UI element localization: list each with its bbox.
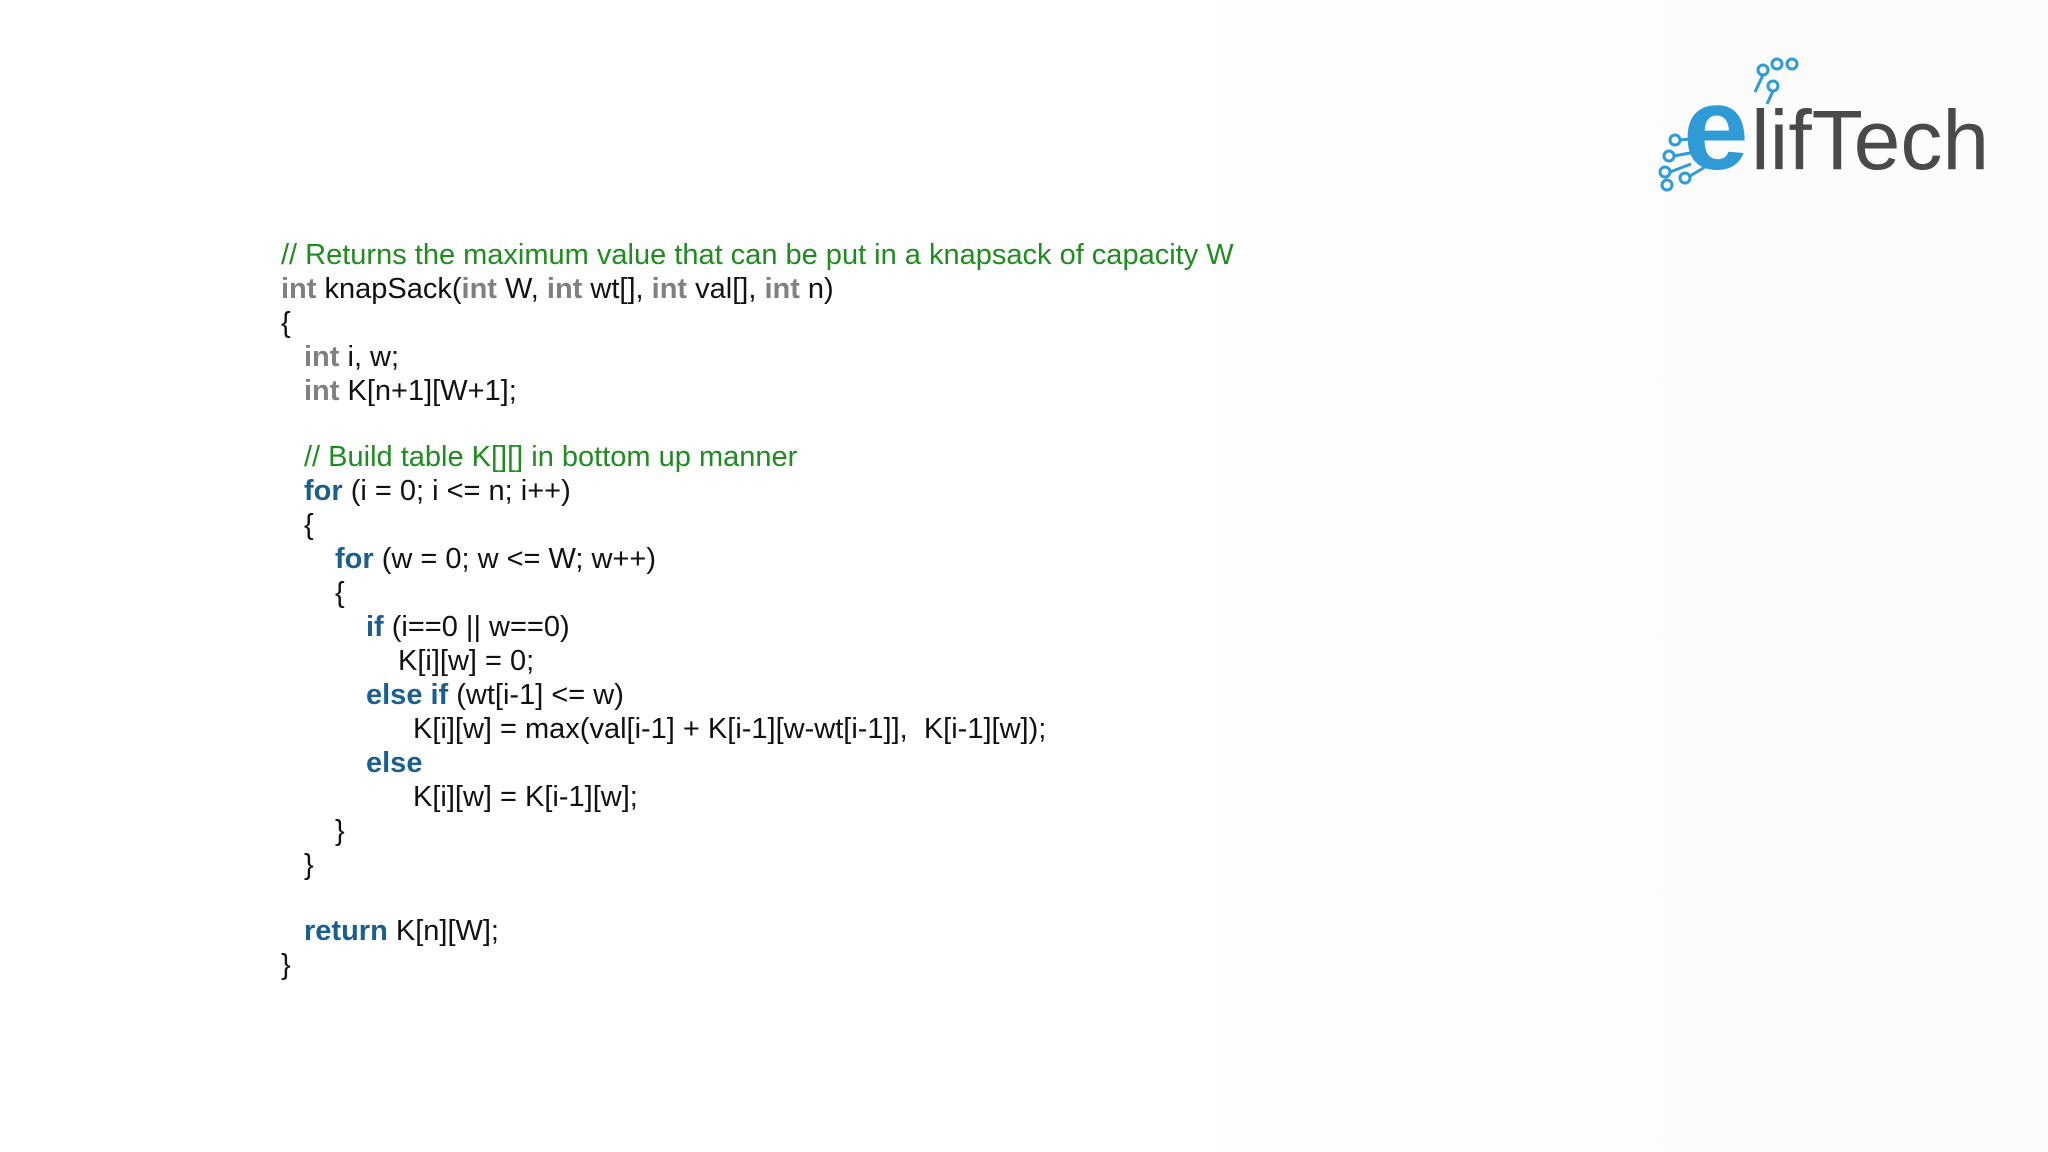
code-text: K[n+1][W+1]; bbox=[339, 375, 517, 407]
code-comment: // Returns the maximum value that can be put in a knapsack of capacity W bbox=[281, 239, 1234, 271]
code-line bbox=[281, 948, 291, 982]
code-line bbox=[304, 508, 314, 542]
type-keyword: int bbox=[281, 273, 317, 305]
code-line bbox=[281, 272, 834, 306]
code-text: wt[], bbox=[582, 273, 652, 305]
control-keyword: for bbox=[335, 543, 374, 575]
code-text: (i==0 || w==0) bbox=[383, 611, 570, 643]
code-line bbox=[366, 746, 422, 780]
type-keyword: int bbox=[764, 273, 800, 305]
eliftech-logo bbox=[1655, 52, 2015, 202]
code-line bbox=[366, 610, 570, 644]
code-text: (w = 0; w <= W; w++) bbox=[373, 543, 656, 575]
code-text: { bbox=[281, 307, 291, 339]
code-text: W, bbox=[496, 273, 547, 305]
code-text: val[], bbox=[687, 273, 765, 305]
code-line bbox=[335, 542, 656, 576]
code-text: { bbox=[304, 509, 314, 541]
code-line bbox=[304, 440, 797, 474]
control-keyword: else if bbox=[366, 679, 449, 711]
code-line bbox=[366, 678, 624, 712]
code-text: (i = 0; i <= n; i++) bbox=[342, 475, 571, 507]
code-text: K[n][W]; bbox=[387, 915, 499, 947]
code-text: K[i][w] = 0; bbox=[398, 645, 535, 677]
code-line bbox=[335, 814, 345, 848]
logo-e: e bbox=[1683, 63, 1749, 195]
code-text: i, w; bbox=[339, 341, 400, 373]
control-keyword: else bbox=[366, 747, 423, 779]
code-line bbox=[398, 644, 534, 678]
type-keyword: int bbox=[651, 273, 688, 305]
code-line bbox=[304, 340, 399, 374]
code-text: K[i][w] = K[i-1][w]; bbox=[413, 781, 638, 813]
code-text: n) bbox=[799, 273, 834, 305]
logo-wordmark: lifTech bbox=[1751, 93, 1990, 187]
code-line bbox=[304, 914, 499, 948]
type-keyword: int bbox=[546, 273, 583, 305]
code-text: (wt[i-1] <= w) bbox=[448, 679, 624, 711]
type-keyword: int bbox=[304, 375, 340, 407]
code-text: K[i][w] = max(val[i-1] + K[i-1][w-wt[i-1]], K[i-1][w]); bbox=[413, 713, 1047, 745]
code-line bbox=[413, 712, 1046, 746]
code-text: knapSack( bbox=[316, 273, 462, 305]
code-line bbox=[281, 238, 1234, 272]
code-text: } bbox=[335, 815, 345, 847]
code-line bbox=[304, 374, 517, 408]
code-comment: // Build table K[][] in bottom up manner bbox=[304, 441, 798, 473]
code-text: } bbox=[304, 849, 314, 881]
code-text: { bbox=[335, 577, 345, 609]
type-keyword: int bbox=[461, 273, 497, 305]
control-keyword: for bbox=[304, 475, 343, 507]
code-line bbox=[413, 780, 638, 814]
code-line bbox=[281, 306, 291, 340]
code-line bbox=[304, 848, 314, 882]
code-text: } bbox=[281, 949, 291, 981]
code-line bbox=[304, 474, 571, 508]
code-line bbox=[335, 576, 345, 610]
control-keyword: return bbox=[304, 915, 388, 947]
control-keyword: if bbox=[366, 611, 384, 643]
type-keyword: int bbox=[304, 341, 340, 373]
